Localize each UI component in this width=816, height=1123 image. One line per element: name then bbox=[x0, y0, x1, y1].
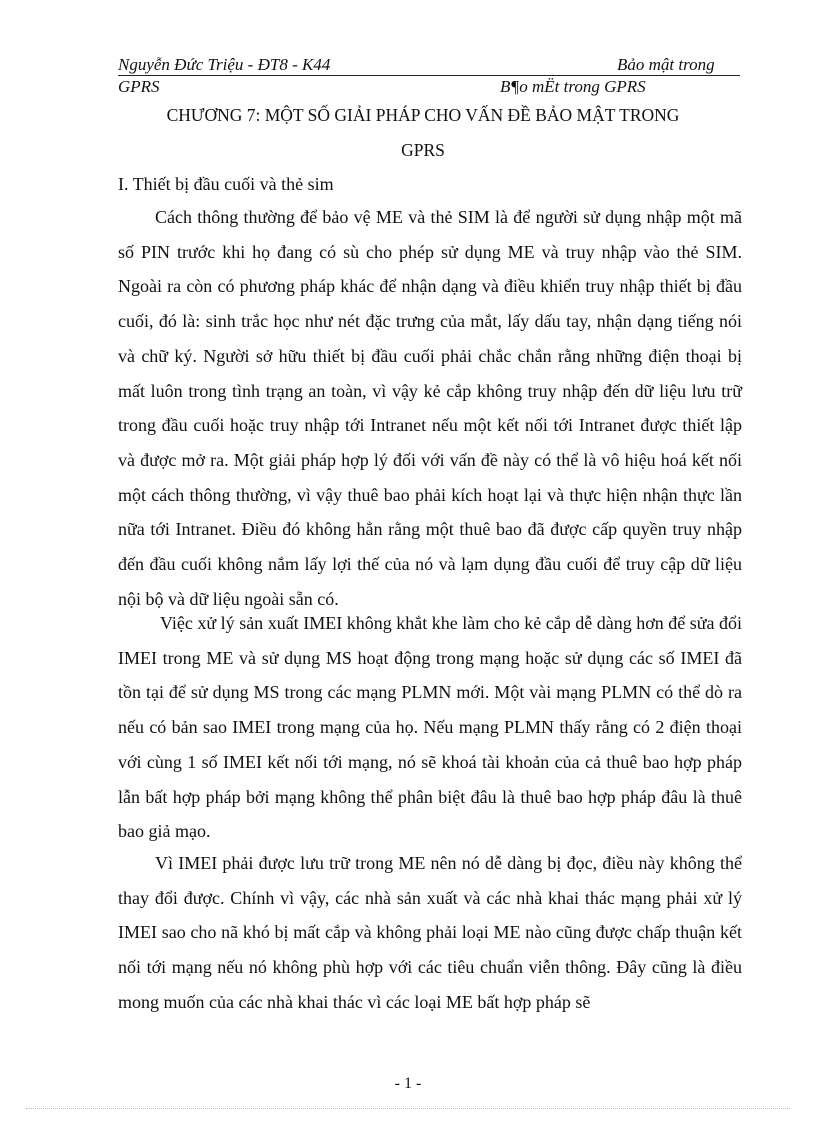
header-author: Nguyễn Đức Triệu - ĐT8 - K44 bbox=[118, 55, 331, 74]
paragraph-1: Cách thông thường để bảo vệ ME và thẻ SIM là để người sử dụng nhập một mã số PIN trước khi họ đang có sù cho phép sử dụng ME và truy nhập vào thẻ SIM. Ngoài ra còn có phương pháp khác để nhận dạng và điều khiển truy nhập thiết bị đầu cuối, đó là: sinh trắc học như nét đặc trưng của mắt, lấy dấu tay, nhận dạng tiếng nói và chữ ký. Người sở hữu thiết bị đầu cuối phải chắc chắn rằng những điện thoại bị mất luôn trong tình trạng an toàn, vì vậy kẻ cắp không truy nhập đến dữ liệu lưu trữ trong đầu cuối hoặc truy nhập tới Intranet nếu một kết nối tới Intranet được thiết lập và được mở ra. Một giải pháp hợp lý đối với vấn đề này có thể là vô hiệu hoá kết nối một cách thông thường, vì vậy thuê bao phải kích hoạt lại và thực hiện nhận thực lần nữa tới Intranet. Điều đó không hẳn rằng một thuê bao đã được cấp quyền truy nhập đến đầu cuối không nắm lấy lợi thế của nó và lạm dụng đầu cuối để truy cập dữ liệu nội bộ và dữ liệu ngoài sẵn có. bbox=[118, 207, 742, 609]
section-heading: I. Thiết bị đầu cuối và thẻ sim bbox=[118, 174, 334, 194]
header-garbled-title: B¶o mËt trong GPRS bbox=[500, 77, 646, 96]
chapter-title-line1: CHƯƠNG 7: MỘT SỐ GIẢI PHÁP CHO VẤN ĐỀ BẢO MẬT TRONG bbox=[166, 105, 680, 125]
header-title-continued: GPRS bbox=[118, 77, 160, 96]
paragraph-3: Vì IMEI phải được lưu trữ trong ME nên nó dễ dàng bị đọc, điều này không thể thay đổi được. Chính vì vậy, các nhà sản xuất và các nhà khai thác mạng phải xử lý IMEI sao cho nã khó bị mất cắp và không phải loại ME nào cũng được chấp thuận kết nối tới mạng nếu nó không phù hợp với các tiêu chuẩn viễn thông. Đây cũng là điều mong muốn của các nhà khai thác vì các loại ME bất hợp pháp sẽ bbox=[118, 853, 742, 1012]
chapter-title-line2: GPRS bbox=[401, 140, 445, 160]
paragraph-2: Việc xử lý sản xuất IMEI không khắt khe làm cho kẻ cắp dễ dàng hơn để sửa đổi IMEI trong ME và sử dụng MS hoạt động trong mạng hoặc sử dụng các số IMEI đã tồn tại để sử dụng MS trong các mạng PLMN mới. Một vài mạng PLMN có thể dò ra nếu có bản sao IMEI trong mạng của họ. Nếu mạng PLMN thấy rằng có 2 điện thoại với cùng 1 số IMEI kết nối tới mạng, nó sẽ khoá tài khoản của cả thuê bao hợp pháp lẫn bất hợp pháp bởi mạng không thể phân biệt đâu là thuê bao hợp pháp đâu là thuê bao giả mạo. bbox=[118, 613, 742, 842]
header-rule bbox=[118, 75, 740, 76]
page-bottom-rule bbox=[26, 1108, 790, 1109]
header-title: Bảo mật trong bbox=[617, 55, 715, 74]
page-number: - 1 - bbox=[394, 1075, 422, 1092]
